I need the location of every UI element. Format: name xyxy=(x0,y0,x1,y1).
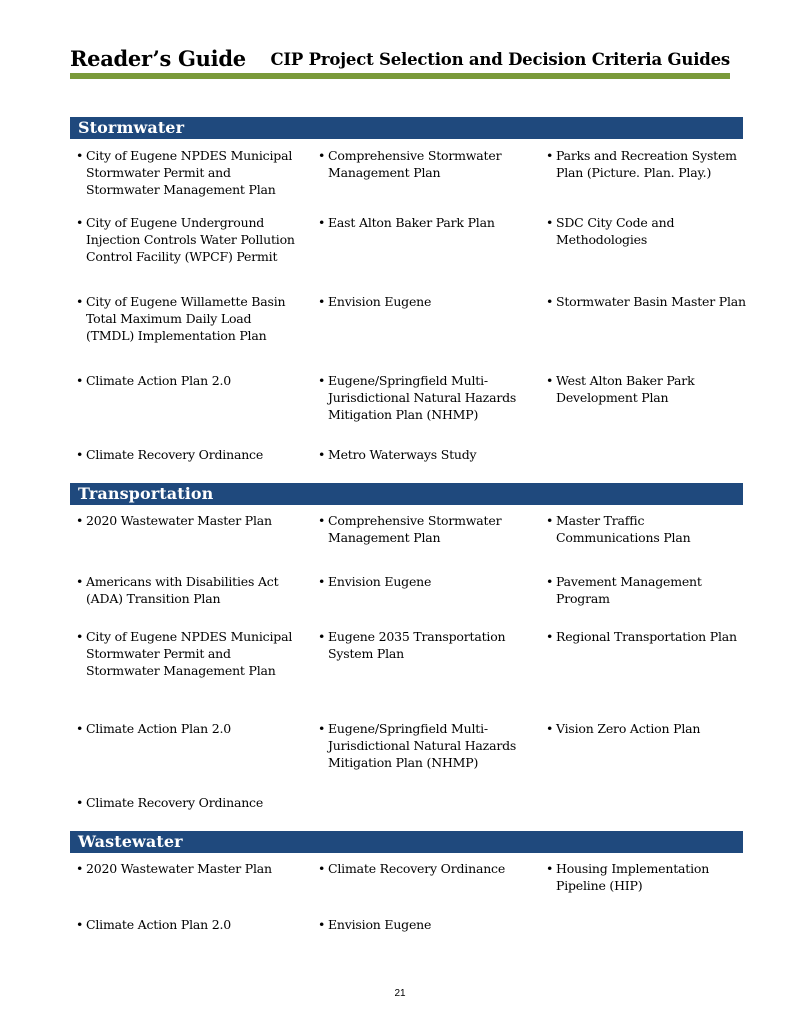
list-item: • Climate Action Plan 2.0 xyxy=(76,372,301,389)
header-title-left: Reader’s Guide xyxy=(70,46,246,71)
list-item: • Stormwater Basin Master Plan xyxy=(546,293,746,310)
list-item: • City of Eugene Willamette Basin Total Maximum Daily Load (TMDL) Implementation Plan xyxy=(76,293,301,344)
list-item: • Eugene/Springfield Multi-Jurisdictional Natural Hazards Mitigation Plan (NHMP) xyxy=(318,720,528,771)
list-item: • Climate Action Plan 2.0 xyxy=(76,916,301,933)
list-item: • City of Eugene NPDES Municipal Stormwater Permit and Stormwater Management Plan xyxy=(76,628,301,679)
section-bar-transportation xyxy=(70,483,743,505)
list-item: • Parks and Recreation System Plan (Picture. Plan. Play.) xyxy=(546,147,746,181)
list-item: • Envision Eugene xyxy=(318,573,528,590)
list-item: • West Alton Baker Park Development Plan xyxy=(546,372,746,406)
list-item: • Envision Eugene xyxy=(318,293,528,310)
list-item: • Comprehensive Stormwater Management Plan xyxy=(318,512,528,546)
header-title-right: CIP Project Selection and Decision Criteria Guides xyxy=(270,50,730,69)
page-number: 21 xyxy=(394,988,406,999)
section-title: Stormwater xyxy=(78,118,185,137)
list-item: • 2020 Wastewater Master Plan xyxy=(76,860,301,877)
list-item: • Climate Recovery Ordinance xyxy=(318,860,528,877)
list-item: • Eugene/Springfield Multi-Jurisdictional Natural Hazards Mitigation Plan (NHMP) xyxy=(318,372,528,423)
list-item: • Climate Recovery Ordinance xyxy=(76,794,301,811)
list-item: • Metro Waterways Study xyxy=(318,446,528,463)
list-item: • Master Traffic Communications Plan xyxy=(546,512,746,546)
list-item: • Envision Eugene xyxy=(318,916,528,933)
list-item: • Vision Zero Action Plan xyxy=(546,720,746,737)
section-title: Wastewater xyxy=(78,832,183,851)
list-item: • City of Eugene NPDES Municipal Stormwater Permit and Stormwater Management Plan xyxy=(76,147,301,198)
list-item: • Pavement Management Program xyxy=(546,573,746,607)
list-item: • Comprehensive Stormwater Management Plan xyxy=(318,147,528,181)
list-item: • City of Eugene Underground Injection Controls Water Pollution Control Facility (WPCF) Permit xyxy=(76,214,301,265)
list-item: • Regional Transportation Plan xyxy=(546,628,746,645)
list-item: • Climate Action Plan 2.0 xyxy=(76,720,301,737)
page-header xyxy=(70,46,730,74)
section-bar-wastewater xyxy=(70,831,743,853)
list-item: • 2020 Wastewater Master Plan xyxy=(76,512,301,529)
list-item: • Housing Implementation Pipeline (HIP) xyxy=(546,860,746,894)
list-item: • SDC City Code and Methodologies xyxy=(546,214,746,248)
list-item: • East Alton Baker Park Plan xyxy=(318,214,528,231)
list-item: • Americans with Disabilities Act (ADA) Transition Plan xyxy=(76,573,301,607)
list-item: • Climate Recovery Ordinance xyxy=(76,446,301,463)
section-title: Transportation xyxy=(78,484,214,503)
section-bar-stormwater xyxy=(70,117,743,139)
header-rule xyxy=(70,73,730,79)
list-item: • Eugene 2035 Transportation System Plan xyxy=(318,628,528,662)
